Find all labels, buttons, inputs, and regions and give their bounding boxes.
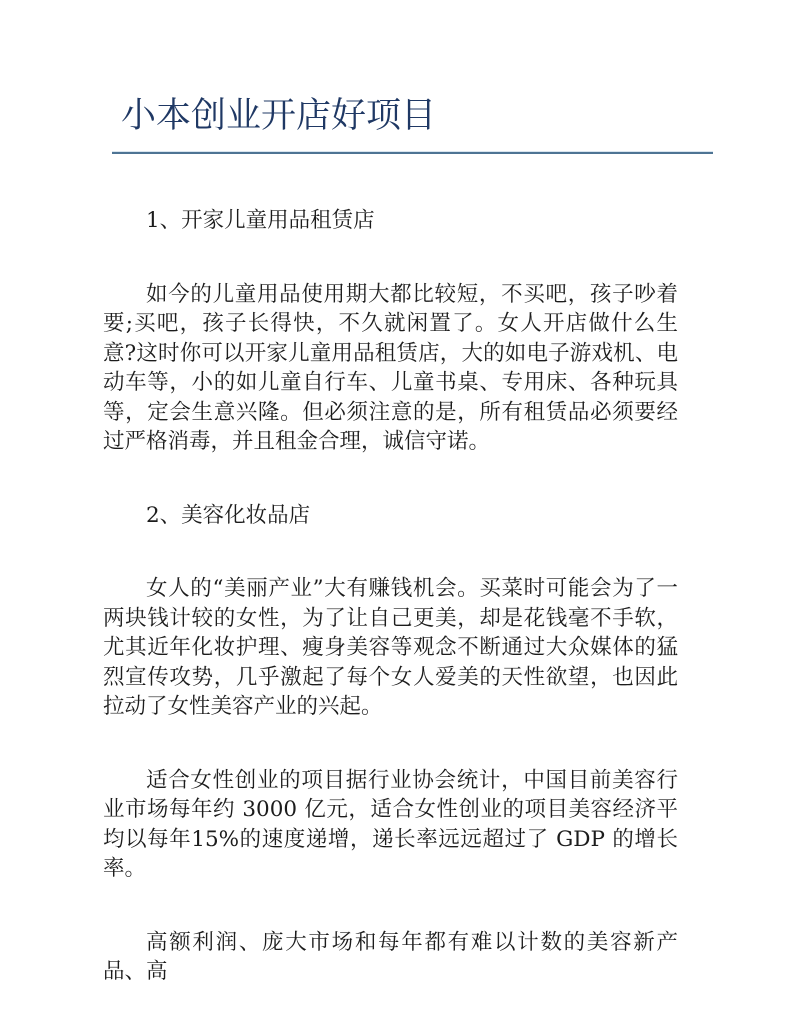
section-heading-2: 2、美容化妆品店 bbox=[146, 502, 311, 528]
paragraph-children-rental: 如今的儿童用品使用期大都比较短，不买吧，孩子吵着要;买吧，孩子长得快，不久就闲置了。女人开店做什么生意?这时你可以开家儿童用品租赁店，大的如电子游戏机、电动车等，小的如儿童自行车、儿童书桌、专用床、各种玩具等，定会生意兴隆。但必须注意的是，所有租赁品必须要经过严格消毒，并且租金合理，诚信守诺。 bbox=[103, 281, 678, 454]
paragraph-beauty-industry: 女人的“美丽产业”大有赚钱机会。买菜时可能会为了一两块钱计较的女性，为了让自己更美，却是花钱毫不手软，尤其近年化妆护理、瘦身美容等观念不断通过大众媒体的猛烈宣传攻势，几乎激起了每个女人爱美的天性欲望，也因此拉动了女性美容产业的兴起。 bbox=[103, 576, 678, 719]
paragraph-high-profit-truncated: 高额利润、庞大市场和每年都有难以计数的美容新产品、高 bbox=[103, 929, 678, 984]
title-divider bbox=[112, 151, 713, 154]
page-title: 小本创业开店好项目 bbox=[121, 96, 437, 136]
paragraph-beauty-market-stats: 适合女性创业的项目据行业协会统计，中国目前美容行业市场每年约 3000 亿元，适合女性创业的项目美容经济平均以每年15%的速度递增，递长率远远超过了 GDP 的增长率。 bbox=[103, 767, 678, 881]
section-heading-1: 1、开家儿童用品租赁店 bbox=[146, 208, 375, 233]
document-body bbox=[103, 206, 678, 987]
